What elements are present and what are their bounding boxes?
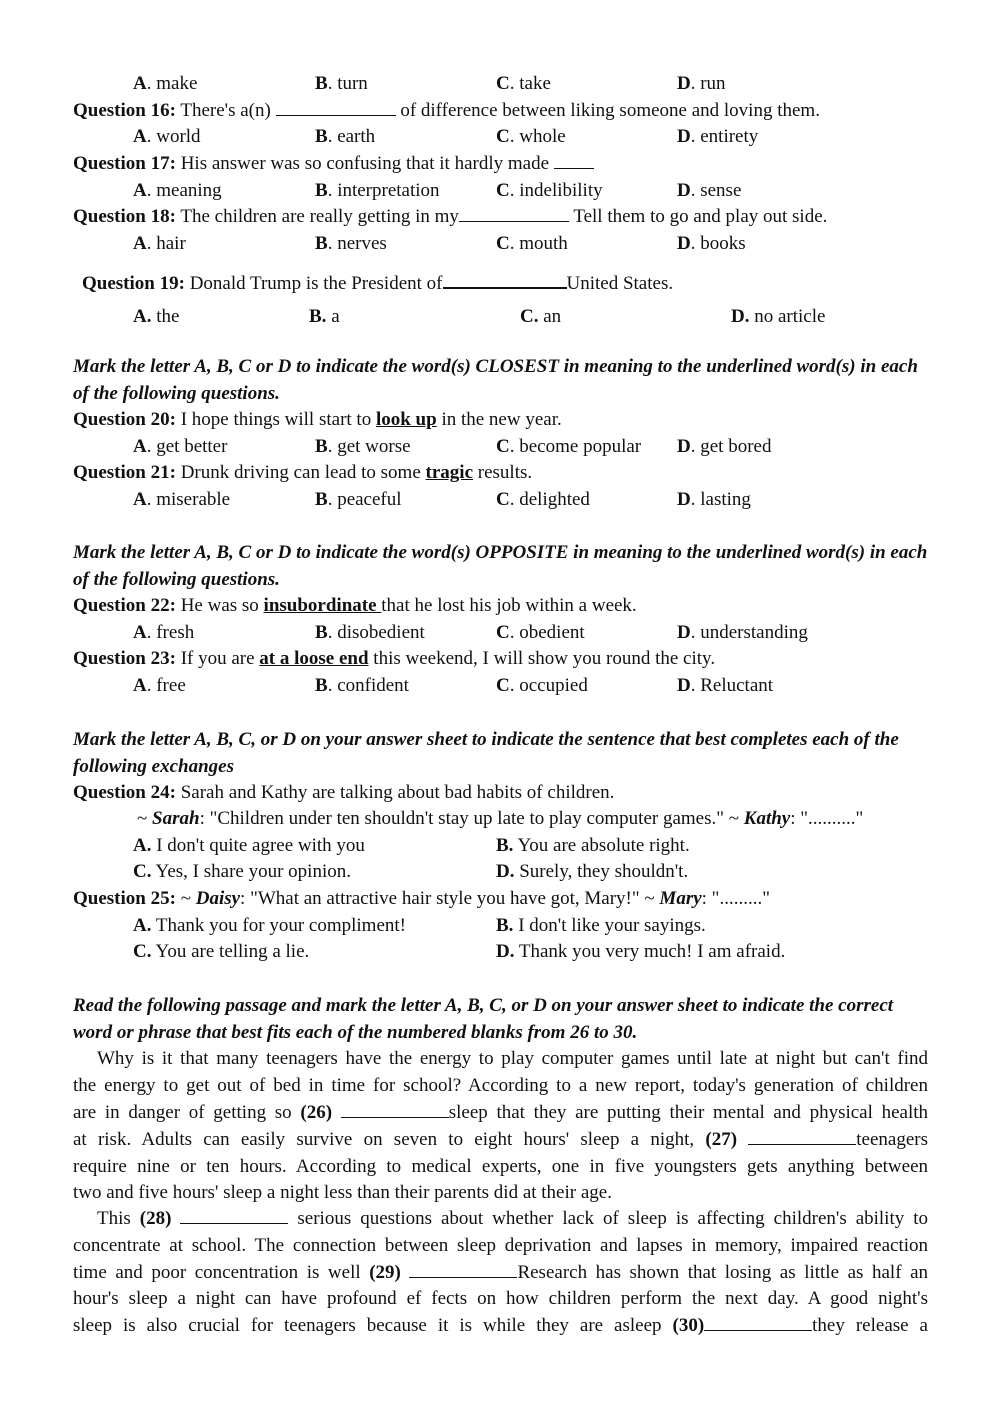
q24-option-d[interactable]: D. Surely, they shouldn't.	[496, 861, 689, 882]
blank-number-27: (27)	[705, 1129, 738, 1150]
passage-line: Why is it that many teenagers have the energy to play computer games until late at night but can't find	[97, 1048, 928, 1069]
blank-number-30: (30)	[672, 1315, 705, 1336]
passage-line: the energy to get out of bed in time for school? According to a new report, today's generation of children	[73, 1075, 928, 1096]
blank-28[interactable]	[180, 1207, 288, 1224]
blank-26[interactable]	[341, 1101, 449, 1118]
question-25: Question 25: ~ Daisy: "What an attractive hair style you have got, Mary!" ~ Mary: "........."	[73, 888, 770, 909]
question-23: Question 23: If you are at a loose end this weekend, I will show you round the city.	[73, 648, 716, 669]
instruction-exchanges: Mark the letter A, B, C, or D on your answer sheet to indicate the sentence that best completes each of the following exchanges	[73, 729, 899, 777]
q24-option-a[interactable]: A. I don't quite agree with you	[133, 835, 365, 856]
q23-option-b[interactable]: B. confident	[315, 675, 409, 696]
q23-option-a[interactable]: A. free	[133, 675, 186, 696]
q23-option-d[interactable]: D. Reluctant	[677, 675, 774, 696]
q16-option-d[interactable]: D. entirety	[677, 126, 759, 147]
q24-option-c[interactable]: C. Yes, I share your opinion.	[133, 861, 351, 882]
q21-option-d[interactable]: D. lasting	[677, 489, 751, 510]
question-18: Question 18: The children are really getting in my Tell them to go and play out side.	[73, 206, 828, 227]
q15-option-d[interactable]: D. run	[677, 73, 726, 94]
q19-option-b[interactable]: B. a	[309, 306, 340, 327]
passage-line: time and poor concentration is well (29) Research has shown that losing as little as half an	[73, 1262, 929, 1283]
passage-line: sleep is also crucial for teenagers because it is while they are asleep (30) they release a	[73, 1315, 928, 1336]
q16-option-b[interactable]: B. earth	[315, 126, 376, 147]
instruction-passage: Read the following passage and mark the letter A, B, C, or D on your answer sheet to indicate the correct word or phrase that best fits each of the numbered blanks from 26 to 30.	[73, 995, 894, 1043]
q25-option-b[interactable]: B. I don't like your sayings.	[496, 915, 706, 936]
question-24: Question 24: Sarah and Kathy are talking about bad habits of children.	[73, 782, 615, 803]
passage-line: two and five hours' sleep a night less than their parents did at their age.	[73, 1182, 612, 1203]
passage-line: This (28) serious questions about whether lack of sleep is affecting children's ability to	[97, 1208, 929, 1229]
q24-option-b[interactable]: B. You are absolute right.	[496, 835, 690, 856]
q25-option-c[interactable]: C. You are telling a lie.	[133, 941, 310, 962]
q21-option-b[interactable]: B. peaceful	[315, 489, 402, 510]
question-20: Question 20: I hope things will start to look up in the new year.	[73, 409, 562, 430]
q17-option-d[interactable]: D. sense	[677, 180, 742, 201]
q20-option-c[interactable]: C. become popular	[496, 436, 642, 457]
instruction-closest: Mark the letter A, B, C or D to indicate the word(s) CLOSEST in meaning to the underlined word(s) in each of the following questions.	[73, 356, 918, 404]
question-21: Question 21: Drunk driving can lead to some tragic results.	[73, 462, 533, 483]
q17-option-b[interactable]: B. interpretation	[315, 180, 440, 201]
q15-option-b[interactable]: B. turn	[315, 73, 368, 94]
q16-option-c[interactable]: C. whole	[496, 126, 566, 147]
passage-line: are in danger of getting so (26) sleep that they are putting their mental and physical health	[73, 1102, 929, 1123]
q19-option-c[interactable]: C. an	[520, 306, 562, 327]
q18-option-b[interactable]: B. nerves	[315, 233, 387, 254]
instruction-opposite: Mark the letter A, B, C or D to indicate the word(s) OPPOSITE in meaning to the underlined word(s) in each of the following questions.	[73, 542, 928, 590]
blank-number-26: (26)	[300, 1102, 333, 1123]
q17-option-a[interactable]: A. meaning	[133, 180, 222, 201]
q21-option-a[interactable]: A. miserable	[133, 489, 231, 510]
blank-27[interactable]	[748, 1128, 856, 1145]
q15-option-a[interactable]: A. make	[133, 73, 198, 94]
q22-option-d[interactable]: D. understanding	[677, 622, 808, 643]
question-16: Question 16: There's a(n) of difference between liking someone and loving them.	[73, 100, 820, 121]
q24-dialogue: ~ Sarah: "Children under ten shouldn't stay up late to play computer games." ~ Kathy: ".........."	[137, 808, 864, 829]
q20-option-a[interactable]: A. get better	[133, 436, 228, 457]
q25-option-a[interactable]: A. Thank you for your compliment!	[133, 915, 406, 936]
q17-option-c[interactable]: C. indelibility	[496, 180, 603, 201]
q22-option-b[interactable]: B. disobedient	[315, 622, 425, 643]
q21-option-c[interactable]: C. delighted	[496, 489, 590, 510]
q22-option-a[interactable]: A. fresh	[133, 622, 195, 643]
blank-number-29: (29)	[369, 1262, 401, 1283]
q15-option-c[interactable]: C. take	[496, 73, 551, 94]
q25-option-d[interactable]: D. Thank you very much! I am afraid.	[496, 941, 786, 962]
q19-option-a[interactable]: A. the	[133, 306, 180, 327]
blank-29[interactable]	[409, 1261, 517, 1278]
q20-option-b[interactable]: B. get worse	[315, 436, 411, 457]
passage-line: at risk. Adults can easily survive on seven to eight hours' sleep a night, (27) teenagers	[73, 1129, 928, 1150]
blank-30[interactable]	[704, 1314, 812, 1331]
q18-option-d[interactable]: D. books	[677, 233, 746, 254]
q22-option-c[interactable]: C. obedient	[496, 622, 585, 643]
q23-option-c[interactable]: C. occupied	[496, 675, 588, 696]
passage-line: hour's sleep a night can have profound ef fects on how children perform the next day. A good night's	[73, 1288, 928, 1309]
q16-option-a[interactable]: A. world	[133, 126, 201, 147]
passage-line: require nine or ten hours. According to medical experts, one in five youngsters gets anything between	[73, 1156, 928, 1177]
question-19: Question 19: Donald Trump is the President of United States.	[82, 270, 673, 296]
q19-option-d[interactable]: D. no article	[731, 306, 826, 327]
q20-option-d[interactable]: D. get bored	[677, 436, 772, 457]
question-17: Question 17: His answer was so confusing that it hardly made	[73, 152, 594, 176]
q18-option-a[interactable]: A. hair	[133, 233, 186, 254]
passage-line: concentrate at school. The connection between sleep deprivation and lapses in memory, impaired reaction	[73, 1235, 928, 1256]
q18-option-c[interactable]: C. mouth	[496, 233, 568, 254]
blank-number-28: (28)	[139, 1208, 172, 1229]
question-22: Question 22: He was so insubordinate that he lost his job within a week.	[73, 595, 637, 616]
